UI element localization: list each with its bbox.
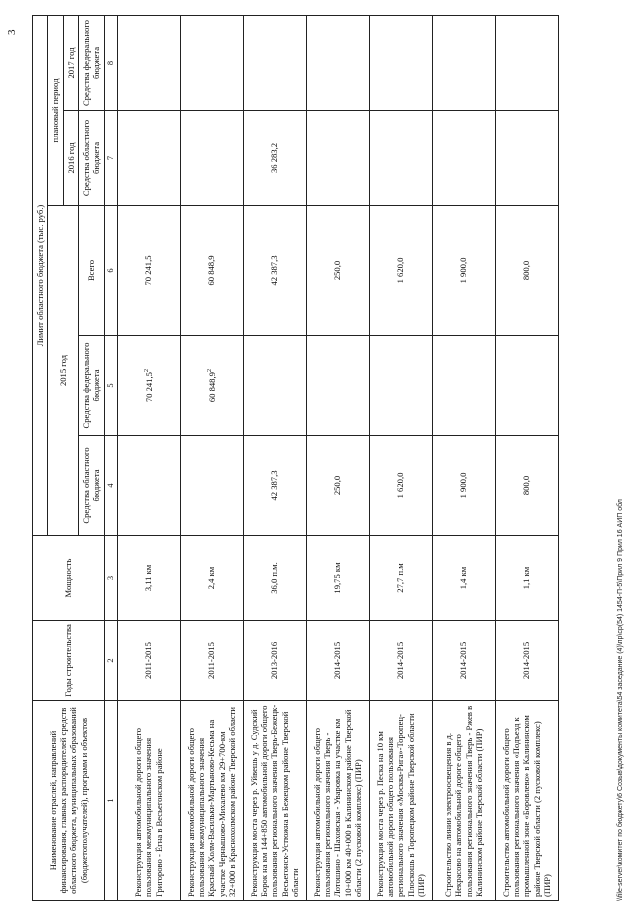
total-2015: 42 387,3 xyxy=(243,206,306,336)
federal-2017 xyxy=(495,16,558,111)
construction-years: 2014-2015 xyxy=(306,621,369,701)
federal-2015: 60 848,9 xyxy=(206,372,217,403)
header-capacity: Мощность xyxy=(33,536,105,621)
federal-2015-cell xyxy=(306,336,369,436)
object-name: Реконструкция моста через р. Песка на 10 км автомобильной дороги общего пользования регионального значения «Москва-Рига»-Торопец-Плоскошь в Торопецком районе Тверской области (ПИР) xyxy=(369,701,432,901)
header-2017: 2017 год xyxy=(63,16,78,111)
page-number: 3 xyxy=(6,29,18,35)
regional-2015: 250,0 xyxy=(306,436,369,536)
regional-2015: 1 620,0 xyxy=(369,436,432,536)
federal-2017 xyxy=(306,16,369,111)
table-row xyxy=(243,16,306,901)
header-planning: плановый период xyxy=(48,16,63,206)
total-2015: 800,0 xyxy=(495,206,558,336)
federal-2015: 70 241,5 xyxy=(143,372,154,403)
capacity: 1,4 км xyxy=(432,536,495,621)
col-index: 6 xyxy=(104,206,117,336)
footnote-mark: 2 xyxy=(206,368,214,373)
regional-2016: 36 283,2 xyxy=(243,111,306,206)
budget-table xyxy=(32,15,559,901)
table-row xyxy=(117,16,180,901)
regional-2016 xyxy=(306,111,369,206)
construction-years: 2014-2015 xyxy=(432,621,495,701)
federal-2017 xyxy=(369,16,432,111)
header-federal-2017: Средства федерального бюджета xyxy=(78,16,104,111)
header-name: Наименование отраслей, направлений финансирования, главных распорядителей средств областного бюджета, муниципальных образований (бюджетополучателей), программ и объектов xyxy=(33,701,105,901)
federal-2017 xyxy=(180,16,243,111)
col-index: 7 xyxy=(104,111,117,206)
regional-2015: 800,0 xyxy=(495,436,558,536)
col-index: 3 xyxy=(104,536,117,621)
object-name: Реконструкция автомобильной дороги общего пользования межмуниципального значения Григорово - Ёгна в Весьегонском районе xyxy=(117,701,180,901)
regional-2016 xyxy=(369,111,432,206)
capacity: 2,4 км xyxy=(180,536,243,621)
construction-years: 2014-2015 xyxy=(495,621,558,701)
object-name: Реконструкция автомобильной дороги общего пользования межмуниципального значения Красный Холм-Васильки-Мартыново-Кесьма на участке Чернышово-Михалево км 29+700-км 32+000 в Краснохолмском районе Тверской области xyxy=(180,701,243,901)
total-2015: 70 241,5 xyxy=(117,206,180,336)
federal-2015-cell xyxy=(117,336,180,436)
construction-years: 2011-2015 xyxy=(117,621,180,701)
object-name: Реконструкция автомобильной дороги общего пользования регионального значения Тверь - Лотошино - Шаховская - Уваровка на участке км 10+000 км 40+000 в Калининском районе Тверской области (2 пусковой комплекс) (ПИР) xyxy=(306,701,369,901)
col-index: 4 xyxy=(104,436,117,536)
federal-2015-cell xyxy=(369,336,432,436)
col-index: 2 xyxy=(104,621,117,701)
regional-2016 xyxy=(117,111,180,206)
header-limit: Лимит областного бюджета (тыс. руб.) xyxy=(33,16,48,536)
regional-2015: 42 387,3 xyxy=(243,436,306,536)
footnote-mark: 2 xyxy=(143,368,151,373)
federal-2015-cell xyxy=(432,336,495,436)
capacity: 3,11 км xyxy=(117,536,180,621)
regional-2015 xyxy=(180,436,243,536)
total-2015: 60 848,9 xyxy=(180,206,243,336)
header-regional-2015: Средства областного бюджета xyxy=(78,436,104,536)
federal-2017 xyxy=(432,16,495,111)
capacity: 1,1 км xyxy=(495,536,558,621)
capacity: 36,0 п.м. xyxy=(243,536,306,621)
total-2015: 250,0 xyxy=(306,206,369,336)
total-2015: 1 620,0 xyxy=(369,206,432,336)
header-federal-2015: Средства федерального бюджета xyxy=(78,336,104,436)
regional-2016 xyxy=(432,111,495,206)
table-row xyxy=(306,16,369,901)
object-name: Строительство автомобильной дороги общего пользования регионального значения «Подъезд к промышленной зоне «Боровлево» в Калининском районе Тверской области (2 пусковой комплекс) (ПИР) xyxy=(495,701,558,901)
col-index: 5 xyxy=(104,336,117,436)
construction-years: 2011-2015 xyxy=(180,621,243,701)
header-total-2015: Всего xyxy=(78,206,104,336)
table-row xyxy=(432,16,495,901)
regional-2016 xyxy=(495,111,558,206)
regional-2015: 1 900,0 xyxy=(432,436,495,536)
table-row xyxy=(495,16,558,901)
object-name: Строительство линии электроосвещения в д. Некрасово на автомобильной дороге общего пользования регионального значения Тверь - Ржев в Калининском районе Тверской области (ПИР) xyxy=(432,701,495,901)
header-years: Годы строительства xyxy=(33,621,105,701)
table-row xyxy=(369,16,432,901)
construction-years: 2014-2015 xyxy=(369,621,432,701)
federal-2015-cell xyxy=(180,336,243,436)
federal-2017 xyxy=(243,16,306,111)
col-index: 8 xyxy=(104,16,117,111)
total-2015: 1 900,0 xyxy=(432,206,495,336)
capacity: 19,75 км xyxy=(306,536,369,621)
header-2015: 2015 год xyxy=(48,206,79,536)
federal-2017 xyxy=(117,16,180,111)
header-2016: 2016 год xyxy=(63,111,78,206)
header-regional-2016: Средства областного бюджета xyxy=(78,111,104,206)
footer-file-path: \\file-server\комитет по бюджету\6 Созыв\документы комитета\54 заседание (4)\пр\ср(54) 1454-П-5\Прил 9 Прил 16 АИП обл xyxy=(617,499,624,901)
col-index: 1 xyxy=(104,701,117,901)
capacity: 27,7 п.м xyxy=(369,536,432,621)
federal-2015-cell xyxy=(495,336,558,436)
regional-2015 xyxy=(117,436,180,536)
table-row xyxy=(180,16,243,901)
construction-years: 2013-2016 xyxy=(243,621,306,701)
object-name: Реконструкция моста через р. Уйвешь у д. Судский Борок на км 144+850 автомобильной дороги общего пользования регионального значения Тверь-Бежецк-Весьегонск-Устюжна в Бежецком районе Тверской области xyxy=(243,701,306,901)
regional-2016 xyxy=(180,111,243,206)
federal-2015-cell xyxy=(243,336,306,436)
